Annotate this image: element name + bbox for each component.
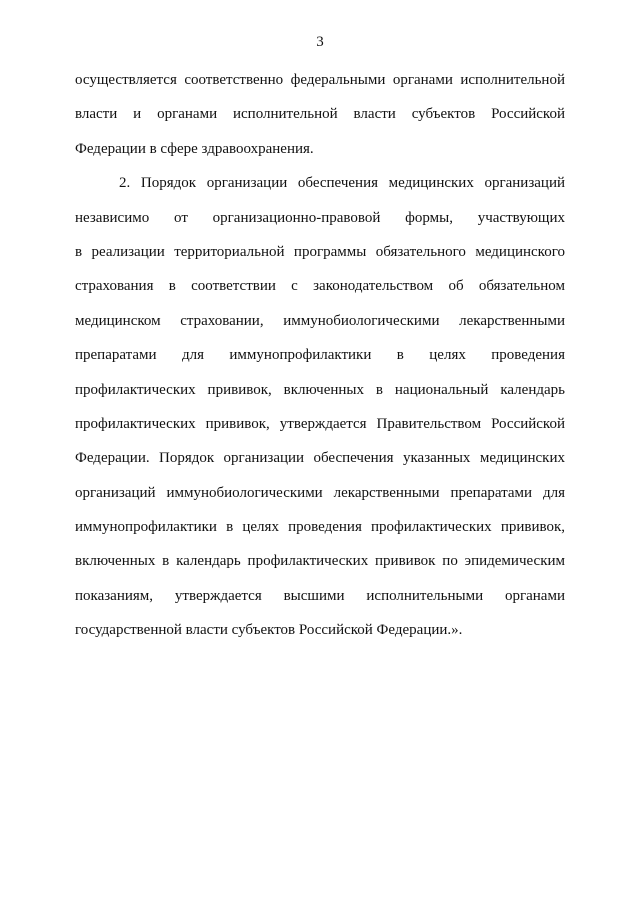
text-line: осуществляется соответственно федеральными органами исполнительной [75, 72, 565, 88]
body-text [75, 63, 565, 648]
text-line: медицинском страховании, иммунобиологическими лекарственными [75, 312, 565, 329]
text-line: независимо от организационно-правовой формы, участвующих [75, 209, 565, 226]
text-line: 2. Порядок организации обеспечения медицинских организаций [119, 175, 565, 192]
text-line: включенных в календарь профилактических прививок по эпидемическим [75, 553, 565, 570]
paragraph-1 [75, 63, 565, 166]
paragraph-2 [75, 166, 565, 647]
text-line: государственной власти субъектов Российской Федерации.». [75, 622, 463, 639]
text-line: профилактических прививок, утверждается Правительством Российской [75, 415, 565, 432]
text-line: препаратами для иммунопрофилактики в целях проведения [75, 347, 565, 364]
text-line: страхования в соответствии с законодательством об обязательном [75, 278, 565, 295]
text-line: Федерации. Порядок организации обеспечения указанных медицинских [75, 450, 565, 467]
text-line: профилактических прививок, включенных в национальный календарь [75, 381, 565, 398]
text-line: иммунопрофилактики в целях проведения профилактических прививок, [75, 519, 565, 536]
text-line: Федерации в сфере здравоохранения. [75, 140, 314, 157]
text-line: власти и органами исполнительной власти субъектов Российской [75, 106, 565, 123]
text-line: организаций иммунобиологическими лекарственными препаратами для [75, 484, 565, 501]
text-line: в реализации территориальной программы обязательного медицинского [75, 243, 565, 260]
text-line: показаниям, утверждается высшими исполнительными органами [75, 587, 565, 604]
page-number: 3 [316, 34, 324, 50]
